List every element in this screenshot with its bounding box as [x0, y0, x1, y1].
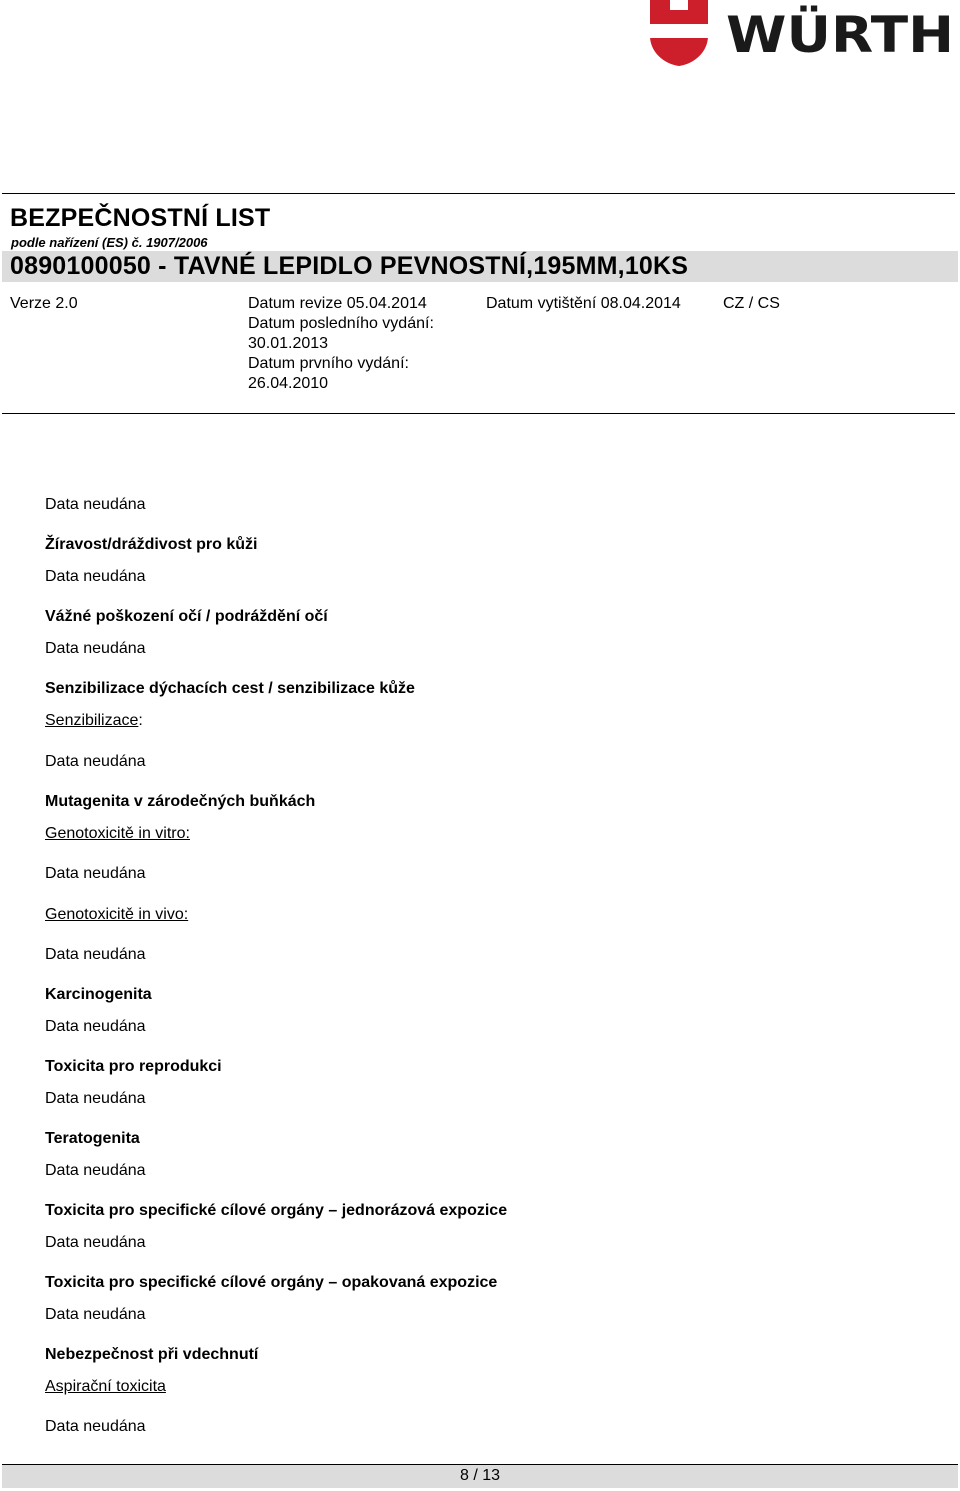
subsection-label: [45, 1378, 166, 1396]
subsection-label: [45, 712, 143, 730]
first-issue-label: Datum prvního vydání:: [248, 355, 409, 372]
section-heading: Toxicita pro specifické cílové orgány – opakovaná expozice: [45, 1274, 498, 1291]
subsection-label-suffix: :: [138, 712, 143, 729]
version-column: [10, 294, 78, 314]
locale-code: CZ / CS: [723, 295, 780, 312]
section-heading: Teratogenita: [45, 1130, 140, 1147]
data-value: Data neudána: [45, 865, 146, 882]
subsection-label: [45, 825, 190, 843]
section-heading: Senzibilizace dýchacích cest / senzibilizace kůže: [45, 680, 415, 697]
section-heading: Nebezpečnost při vdechnutí: [45, 1346, 259, 1363]
data-value: Data neudána: [45, 496, 146, 513]
subsection-label-text: Genotoxicitě in vivo:: [45, 906, 189, 923]
wurth-logo-mark-icon: [650, 0, 708, 66]
print-date: Datum vytištění 08.04.2014: [486, 295, 681, 312]
page-number: 8 / 13: [459, 1467, 501, 1484]
wurth-logo-wordmark: WÜRTH: [726, 6, 934, 64]
wurth-logo: [648, 0, 958, 70]
print-date-column: [486, 294, 681, 314]
section-heading: Žíravost/dráždivost pro kůži: [45, 536, 258, 553]
document-title: BEZPEČNOSTNÍ LIST: [10, 204, 271, 232]
data-value: Data neudána: [45, 946, 146, 963]
last-issue-label: Datum posledního vydání:: [248, 315, 434, 332]
data-value: Data neudána: [45, 1306, 146, 1323]
section-heading: Toxicita pro specifické cílové orgány – jednorázová expozice: [45, 1202, 508, 1219]
first-issue-date: 26.04.2010: [248, 375, 329, 392]
locale-column: [723, 294, 780, 314]
data-value: Data neudána: [45, 568, 146, 585]
data-value: Data neudána: [45, 753, 146, 770]
data-value: Data neudána: [45, 1162, 146, 1179]
section-heading: Vážné poškození očí / podráždění očí: [45, 608, 328, 625]
product-name: 0890100050 - TAVNÉ LEPIDLO PEVNOSTNÍ,195MM,10KS: [10, 252, 689, 280]
subsection-label-text: Genotoxicitě in vitro:: [45, 825, 190, 842]
data-value: Data neudána: [45, 1234, 146, 1251]
subsection-label-text: Aspirační toxicita: [45, 1378, 166, 1395]
subsection-label: [45, 906, 188, 924]
data-value: Data neudána: [45, 1090, 146, 1107]
data-value: Data neudána: [45, 640, 146, 657]
header-top-rule: [2, 193, 955, 194]
regulation-reference: podle nařízení (ES) č. 1907/2006: [11, 235, 208, 250]
section-heading: Toxicita pro reprodukci: [45, 1058, 222, 1075]
subsection-label-text: Senzibilizace: [45, 712, 139, 729]
revision-date: Datum revize 05.04.2014: [248, 295, 427, 312]
section-heading: Karcinogenita: [45, 986, 152, 1003]
section-heading: Mutagenita v zárodečných buňkách: [45, 793, 316, 810]
header-bottom-rule: [2, 413, 955, 414]
data-value: Data neudána: [45, 1418, 146, 1435]
version-label: Verze 2.0: [10, 295, 78, 312]
last-issue-date: 30.01.2013: [248, 335, 329, 352]
dates-column: [248, 294, 434, 394]
data-value: Data neudána: [45, 1018, 146, 1035]
